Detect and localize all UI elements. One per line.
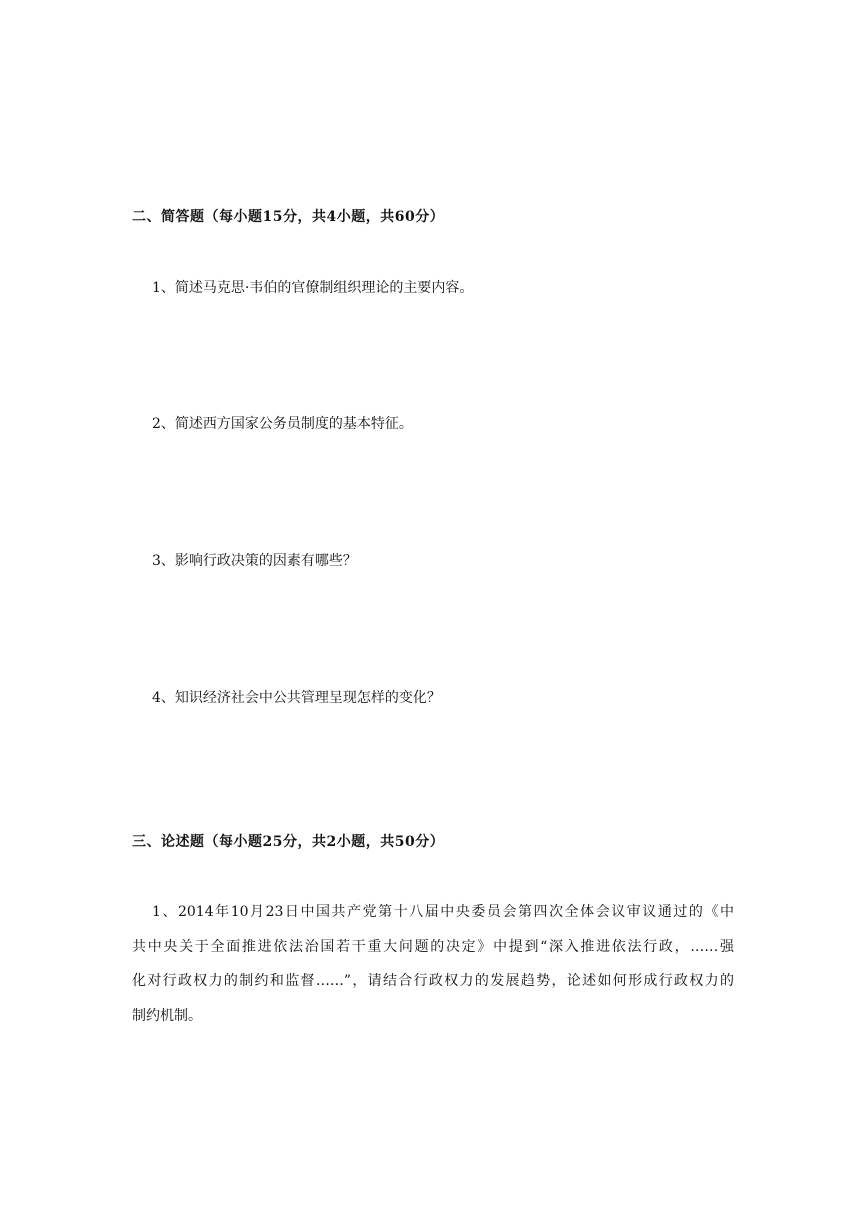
short-answer-question-2: 2、简述西方国家公务员制度的基本特征。 <box>152 416 413 432</box>
essay-question-1-line-4: 制约机制。 <box>132 1007 202 1024</box>
short-answer-question-1: 1、简述马克思·韦伯的官僚制组织理论的主要内容。 <box>152 280 474 296</box>
section-3-heading: 三、论述题（每小题25分，共2小题，共50分） <box>132 834 445 850</box>
section-2-heading: 二、简答题（每小题15分，共4小题，共60分） <box>132 209 445 225</box>
essay-question-1-line-3: 化对行政权力的制约和监督……”，请结合行政权力的发展趋势，论述如何形成行政权力的 <box>132 973 734 989</box>
essay-question-1 <box>132 895 734 1033</box>
essay-question-1-line-2: 共中央关于全面推进依法治国若干重大问题的决定》中提到“深入推进依法行政，……强 <box>132 938 734 955</box>
short-answer-question-3: 3、影响行政决策的因素有哪些？ <box>152 553 357 569</box>
short-answer-question-4: 4、知识经济社会中公共管理呈现怎样的变化？ <box>152 690 441 706</box>
essay-question-1-line-1: 1、2014年10月23日中国共产党第十八届中央委员会第四次全体会议审议通过的《中 <box>152 904 734 920</box>
